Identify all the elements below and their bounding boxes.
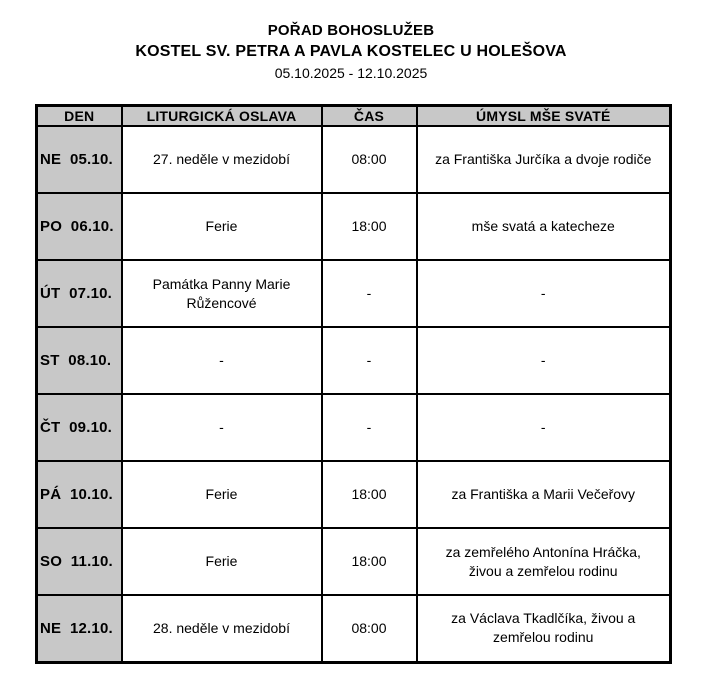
table-row: [37, 126, 671, 193]
time-cell: 08:00: [322, 595, 417, 662]
table-row: [37, 461, 671, 528]
intention-cell: za Františka Jurčíka a dvoje rodiče: [417, 126, 671, 193]
intention-cell: mše svatá a katecheze: [417, 193, 671, 260]
day-cell: NE 05.10.: [37, 126, 122, 193]
day-cell: ST 08.10.: [37, 327, 122, 394]
time-cell: 08:00: [322, 126, 417, 193]
celebration-cell: 28. neděle v mezidobí: [122, 595, 322, 662]
day-cell: NE 12.10.: [37, 595, 122, 662]
intention-cell: -: [417, 327, 671, 394]
celebration-cell: -: [122, 327, 322, 394]
col-header-liturgicka-oslava: LITURGICKÁ OSLAVA: [122, 106, 322, 127]
col-header-den: DEN: [37, 106, 122, 127]
col-header-umysl-mse-svate: ÚMYSL MŠE SVATÉ: [417, 106, 671, 127]
table-row: [37, 193, 671, 260]
day-cell: ÚT 07.10.: [37, 260, 122, 327]
table-row: [37, 394, 671, 461]
table-row: [37, 260, 671, 327]
time-cell: 18:00: [322, 193, 417, 260]
time-cell: -: [322, 394, 417, 461]
intention-cell: za zemřelého Antonína Hráčka, živou a zemřelou rodinu: [417, 528, 671, 595]
title-block: [0, 20, 702, 83]
day-cell: PO 06.10.: [37, 193, 122, 260]
intention-cell: za Václava Tkadlčíka, živou a zemřelou rodinu: [417, 595, 671, 662]
celebration-cell: 27. neděle v mezidobí: [122, 126, 322, 193]
page-title: POŘAD BOHOSLUŽEB: [267, 22, 435, 39]
date-range: 05.10.2025 - 12.10.2025: [274, 65, 428, 81]
schedule-table: [35, 104, 672, 664]
header-row: [37, 106, 671, 127]
intention-cell: -: [417, 394, 671, 461]
celebration-cell: -: [122, 394, 322, 461]
intention-cell: -: [417, 260, 671, 327]
day-cell: ČT 09.10.: [37, 394, 122, 461]
time-cell: 18:00: [322, 528, 417, 595]
intention-cell: za Františka a Marii Večeřovy: [417, 461, 671, 528]
celebration-cell: Ferie: [122, 193, 322, 260]
schedule-body: [37, 126, 671, 662]
time-cell: -: [322, 260, 417, 327]
church-name: KOSTEL SV. PETRA A PAVLA KOSTELEC U HOLEŠOVA: [135, 43, 567, 60]
schedule-header: [37, 106, 671, 127]
table-row: [37, 595, 671, 662]
day-cell: PÁ 10.10.: [37, 461, 122, 528]
celebration-cell: Ferie: [122, 461, 322, 528]
celebration-cell: Památka Panny Marie Růžencové: [122, 260, 322, 327]
table-row: [37, 327, 671, 394]
celebration-cell: Ferie: [122, 528, 322, 595]
day-cell: SO 11.10.: [37, 528, 122, 595]
time-cell: 18:00: [322, 461, 417, 528]
col-header-cas: ČAS: [322, 106, 417, 127]
time-cell: -: [322, 327, 417, 394]
table-row: [37, 528, 671, 595]
